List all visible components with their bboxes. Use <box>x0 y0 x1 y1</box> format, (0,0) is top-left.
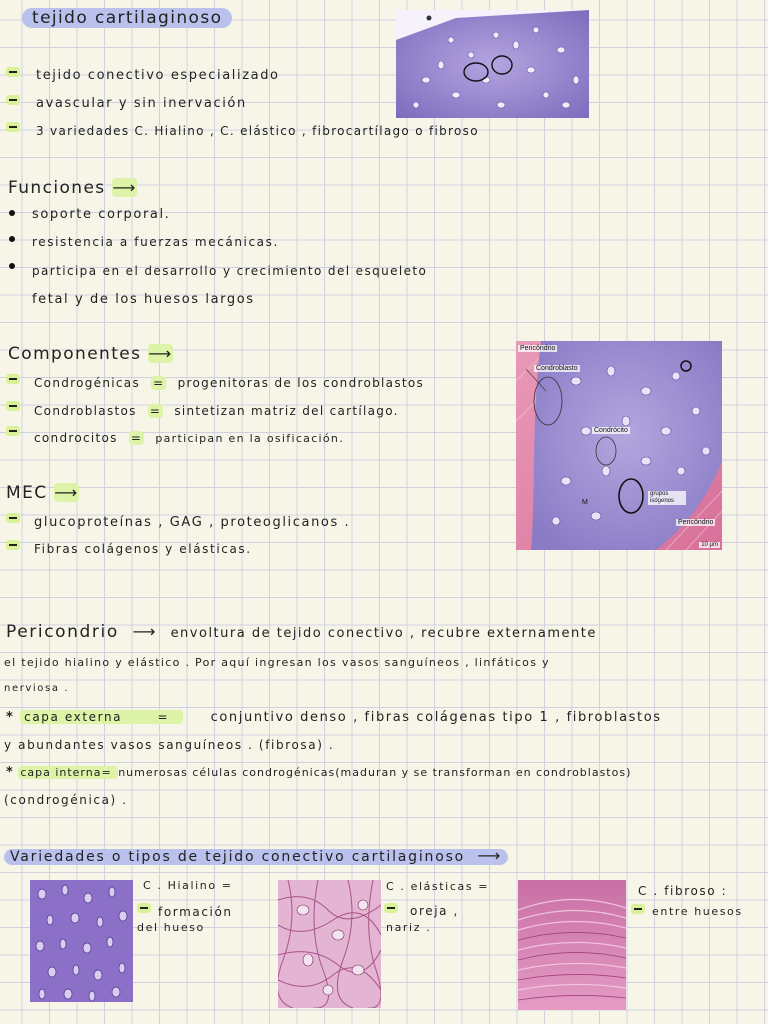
fibroso-image <box>518 880 626 1010</box>
bullet-dot <box>9 210 15 216</box>
mec-heading: MEC ⟶ <box>6 483 79 503</box>
componentes-term: Condroblastos <box>34 404 137 418</box>
arrow-icon: ⟶ <box>132 622 157 641</box>
capa-interna-line <box>6 765 631 780</box>
funciones-item: soporte corporal. <box>32 207 171 222</box>
arrow-icon: ⟶ <box>54 483 79 502</box>
fibroso-desc: entre huesos <box>652 905 743 918</box>
capa-externa-label: capa externa = <box>20 710 182 724</box>
pericondrio-line3: nerviosa . <box>4 683 70 694</box>
componentes-desc: participan en la osificación. <box>155 432 345 445</box>
dash-bullet <box>6 122 20 132</box>
hyaline-micrograph-labeled <box>516 341 722 550</box>
componentes-term: Condrogénicas <box>34 376 140 390</box>
elastico-name: C . elásticas = <box>386 880 490 893</box>
componentes-term: condrocitos <box>34 431 118 445</box>
pericondrio-line2: el tejido hialino y elástico . Por aquí ingresan los vasos sanguíneos , linfáticos y <box>4 656 550 669</box>
arrow-icon: ⟶ <box>112 178 137 197</box>
pericondrio-line1 <box>6 622 597 642</box>
equals-sign: = <box>153 376 165 390</box>
capa-externa-cont: y abundantes vasos sanguíneos . (fibrosa) . <box>4 738 335 752</box>
hialino-name: C . Hialino = <box>143 879 233 892</box>
dash-bullet <box>6 426 20 436</box>
elastico-image <box>278 880 381 1008</box>
label-m: M <box>582 499 588 506</box>
label-pericondrio-bottom: Pericôndrio <box>678 519 714 526</box>
dash-bullet <box>384 903 398 913</box>
variedades-heading: Variedades o tipos de tejido conectivo cartilaginoso ⟶ <box>4 846 508 865</box>
dash-bullet <box>6 513 20 523</box>
mec-item: Fibras colágenos y elásticas. <box>34 542 252 556</box>
intro-line: tejido conectivo especializado <box>36 68 280 83</box>
star-icon: * <box>6 710 15 725</box>
bullet-dot <box>9 263 15 269</box>
capa-externa-line <box>6 710 662 725</box>
page-title: tejido cartilaginoso <box>22 8 232 28</box>
equals-sign: = <box>130 431 143 445</box>
intro-line: 3 variedades C. Hialino , C. elástico , fibrocartílago o fibroso <box>36 124 479 138</box>
label-condrocito: Condrócito <box>594 427 628 434</box>
funciones-item: resistencia a fuerzas mecánicas. <box>32 235 279 249</box>
scale-bar-label: 10 µm <box>701 542 718 548</box>
label-grupos: grupos isógenos <box>648 491 686 505</box>
dash-bullet <box>6 95 20 105</box>
arrow-icon: ⟶ <box>477 846 503 865</box>
capa-interna-label: capa interna= <box>18 766 118 779</box>
hyaline-micrograph-top <box>396 10 589 118</box>
componentes-desc: progenitoras de los condroblastos <box>177 376 425 390</box>
dash-bullet <box>631 904 645 914</box>
label-condroblasto: Condroblasto <box>536 365 578 372</box>
componentes-item <box>34 404 399 418</box>
capa-externa-desc: conjuntivo denso , fibras colágenas tipo 1 , fibroblastos <box>210 710 662 725</box>
funciones-item: participa en el desarrollo y crecimiento del esqueleto <box>32 264 428 278</box>
dash-bullet <box>6 540 20 550</box>
hialino-desc2: del hueso <box>137 921 205 934</box>
equals-sign: = <box>149 404 162 418</box>
componentes-item <box>34 431 344 445</box>
arrow-icon: ⟶ <box>148 344 173 363</box>
bullet-dot <box>9 236 15 242</box>
label-pericondrio-top: Pericôndrio <box>520 345 556 352</box>
hialino-image <box>30 880 133 1002</box>
funciones-heading: Funciones ⟶ <box>8 178 137 198</box>
capa-interna-cont: (condrogénica) . <box>4 793 128 807</box>
intro-line: avascular y sin inervación <box>36 96 247 111</box>
fibroso-name: C . fibroso : <box>638 884 728 898</box>
componentes-desc: sintetizan matriz del cartílago. <box>174 404 399 418</box>
componentes-heading: Componentes ⟶ <box>8 344 173 364</box>
pericondrio-heading: Pericondrio <box>6 622 119 642</box>
pericondrio-definition: envoltura de tejido conectivo , recubre externamente <box>170 626 597 641</box>
elastico-desc: oreja , <box>410 904 459 918</box>
star-icon: * <box>6 765 14 780</box>
hialino-desc: formación <box>158 905 233 919</box>
elastico-desc2: nariz . <box>386 921 432 934</box>
mec-item: glucoproteínas , GAG , proteoglicanos . <box>34 515 351 530</box>
capa-interna-desc: numerosas células condrogénicas(maduran y se transforman en condroblastos) <box>118 766 632 779</box>
dash-bullet <box>6 67 20 77</box>
dash-bullet <box>6 401 20 411</box>
dash-bullet <box>6 374 20 384</box>
componentes-item <box>34 376 424 390</box>
funciones-continuation: fetal y de los huesos largos <box>32 292 255 307</box>
dash-bullet <box>137 903 151 913</box>
